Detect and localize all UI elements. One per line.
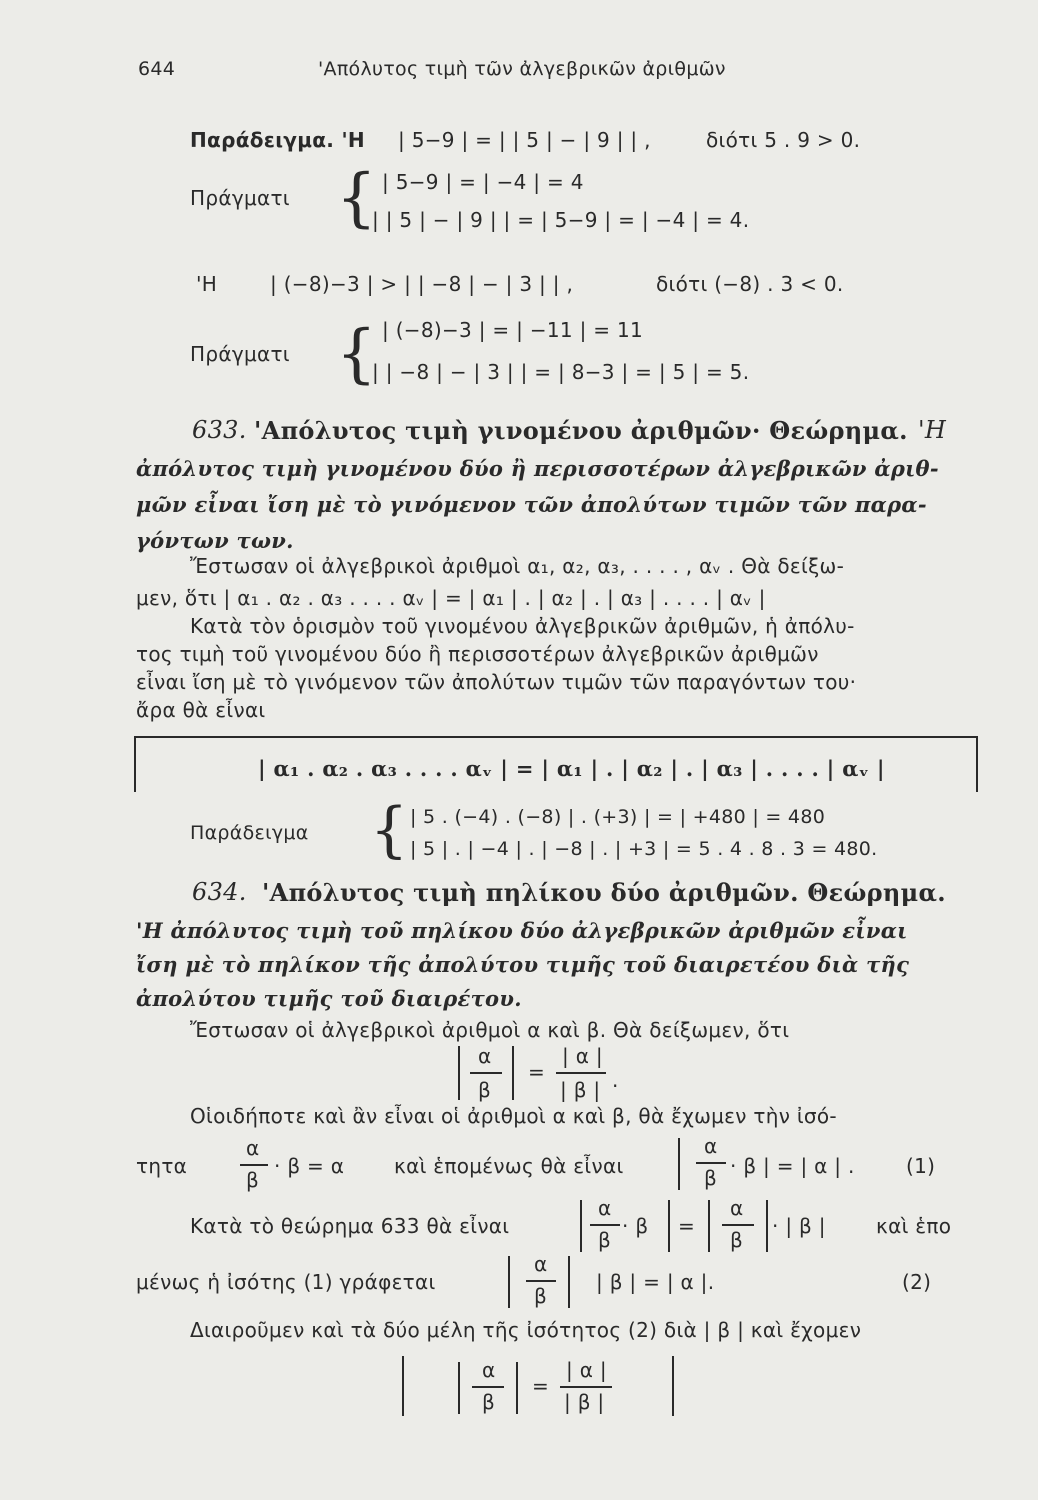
box-left-edge xyxy=(402,1356,404,1416)
paragraph-line: τος τιμὴ τοῦ γινομένου δύο ἢ περισσοτέρων ἀλγεβρικῶν ἀριθμῶν xyxy=(136,642,819,666)
paragraph-line: Διαιροῦμεν καὶ τὰ δύο μέλη τῆς ἰσότητος (2) διὰ | β | καὶ ἔχομεν xyxy=(190,1318,862,1342)
fraction-numerator: α xyxy=(534,1252,548,1276)
example-label: Παράδειγμα. 'Η xyxy=(190,128,365,152)
abs-bar xyxy=(516,1362,518,1414)
theorem-text: ἀπόλυτος τιμὴ γινομένου δύο ἢ περισσοτέρων ἀλγεβρικῶν ἀριθ- xyxy=(136,456,939,481)
theorem-text: γόντων των. xyxy=(136,528,294,553)
fraction-denominator: β xyxy=(730,1228,744,1252)
equals-sign: = xyxy=(678,1214,696,1238)
box-left-edge xyxy=(134,736,136,792)
paragraph-line: Ἔστωσαν οἱ ἀλγεβρικοὶ ἀριθμοὶ α καὶ β. Θὰ δείξωμεν, ὅτι xyxy=(190,1018,790,1042)
paragraph-line: Ἔστωσαν οἱ ἀλγεβρικοὶ ἀριθμοὶ α₁, α₂, α₃, . . . . , αᵥ . Θὰ δείξω- xyxy=(190,554,845,578)
abs-bar xyxy=(512,1046,514,1100)
fraction-bar xyxy=(470,1072,502,1074)
fraction-bar xyxy=(240,1164,268,1166)
abs-bar xyxy=(580,1200,582,1252)
equation-part: | β | = | α |. xyxy=(596,1270,715,1294)
fraction-denominator: β xyxy=(598,1228,612,1252)
equation-tag: (1) xyxy=(906,1154,936,1178)
theorem-text: μῶν εἶναι ἴση μὲ τὸ γινόμενον τῶν ἀπολύτων τιμῶν τῶν παρα- xyxy=(136,492,927,517)
example2-label: 'Η xyxy=(196,272,218,296)
fraction-numerator: α xyxy=(730,1196,744,1220)
fraction-denominator: β xyxy=(246,1168,260,1192)
fraction-bar xyxy=(590,1224,620,1226)
equation-part: · β xyxy=(622,1214,649,1238)
left-brace: { xyxy=(336,161,377,235)
abs-bar xyxy=(508,1256,510,1308)
fraction-denominator: β xyxy=(482,1390,496,1414)
fraction-bar xyxy=(722,1224,754,1226)
example1-line2: | | 5 | − | 9 | | = | 5−9 | = | −4 | = 4. xyxy=(372,208,750,232)
example2-line2: | | −8 | − | 3 | | = | 8−3 | = | 5 | = 5. xyxy=(372,360,750,384)
paragraph-line: μεν, ὅτι | α₁ . α₂ . α₃ . . . . αᵥ | = | α₁ | . | α₂ | . | α₃ | . . . . | αᵥ | xyxy=(136,586,766,610)
fraction-denominator: β xyxy=(534,1284,548,1308)
fraction-bar xyxy=(556,1072,606,1074)
fraction-denominator: β xyxy=(478,1078,492,1102)
abs-bar xyxy=(568,1256,570,1308)
fraction-numerator: α xyxy=(246,1136,260,1160)
example2-pragmati: Πράγματι xyxy=(190,342,290,366)
paragraph-line: ἄρα θὰ εἶναι xyxy=(136,698,266,722)
fraction-bar xyxy=(526,1280,556,1282)
fraction-numerator: | α | xyxy=(562,1044,603,1068)
section-number: 633. xyxy=(192,416,247,444)
fraction-bar xyxy=(560,1386,612,1388)
theorem-text: ἀπολύτου τιμῆς τοῦ διαιρέτου. xyxy=(136,986,522,1011)
example1-line1: | 5−9 | = | −4 | = 4 xyxy=(382,170,584,194)
paragraph-line: καὶ ἑπο xyxy=(876,1214,952,1238)
fraction-bar xyxy=(472,1386,504,1388)
running-title: 'Απόλυτος τιμὴ τῶν ἀλγεβρικῶν ἀριθμῶν xyxy=(318,58,726,80)
example1-pragmati: Πράγματι xyxy=(190,186,290,210)
box-right-edge xyxy=(672,1356,674,1416)
equation-tag: (2) xyxy=(902,1270,932,1294)
section-number: 634. xyxy=(192,878,247,906)
boxed-formula: | α₁ . α₂ . α₃ . . . . αᵥ | = | α₁ | . | α₂ | . | α₃ | . . . . | αᵥ | xyxy=(258,756,885,781)
fraction-denominator: | β | xyxy=(560,1078,601,1102)
fraction-numerator: α xyxy=(704,1134,718,1158)
equals-sign: = xyxy=(528,1060,546,1084)
example-label: Παράδειγμα xyxy=(190,822,309,844)
box-right-edge xyxy=(976,736,978,792)
example2-line1: | (−8)−3 | = | −11 | = 11 xyxy=(382,318,644,342)
example2-equation: | (−8)−3 | > | | −8 | − | 3 | | , xyxy=(270,272,574,296)
left-brace: { xyxy=(370,795,409,865)
abs-bar xyxy=(668,1200,670,1252)
paragraph-line: εἶναι ἴση μὲ τὸ γινόμενον τῶν ἀπολύτων τιμῶν τῶν παραγόντων του· xyxy=(136,670,857,694)
paragraph-line: τητα xyxy=(136,1154,188,1178)
page-number: 644 xyxy=(138,58,176,80)
example1-reason: διότι 5 . 9 > 0. xyxy=(706,128,861,152)
equation-part: · β = α xyxy=(274,1154,345,1178)
abs-bar xyxy=(458,1046,460,1100)
fraction-numerator: | α | xyxy=(566,1358,607,1382)
example-line: | 5 | . | −4 | . | −8 | . | +3 | = 5 . 4 . 8 . 3 = 480. xyxy=(410,838,878,860)
abs-bar xyxy=(766,1200,768,1252)
section-title: 'Απόλυτος τιμὴ πηλίκου δύο ἀριθμῶν. Θεώρημα. xyxy=(262,878,946,907)
theorem-text: 'Η ἀπόλυτος τιμὴ τοῦ πηλίκου δύο ἀλγεβρικῶν ἀριθμῶν εἶναι xyxy=(136,918,908,943)
paragraph-line: καὶ ἑπομένως θὰ εἶναι xyxy=(394,1154,624,1178)
equation-part: · β | = | α | . xyxy=(730,1154,855,1178)
section-title: 'Απόλυτος τιμὴ γινομένου ἀριθμῶν· Θεώρημα. xyxy=(254,416,908,445)
equals-sign: = xyxy=(532,1374,550,1398)
fraction-denominator: β xyxy=(704,1166,718,1190)
equation-part: · | β | xyxy=(772,1214,826,1238)
paragraph-line: μένως ἡ ἰσότης (1) γράφεται xyxy=(136,1270,436,1294)
abs-bar xyxy=(708,1200,710,1252)
example2-reason: διότι (−8) . 3 < 0. xyxy=(656,272,844,296)
left-brace: { xyxy=(336,317,377,391)
abs-bar xyxy=(678,1138,680,1190)
paragraph-line: Κατὰ τὸν ὁρισμὸν τοῦ γινομένου ἀλγεβρικῶν ἀριθμῶν, ἡ ἀπόλυ- xyxy=(190,614,855,638)
fraction-denominator: | β | xyxy=(564,1390,605,1414)
fraction-bar xyxy=(696,1162,726,1164)
example-line: | 5 . (−4) . (−8) | . (+3) | = | +480 | = 480 xyxy=(410,806,826,828)
period: . xyxy=(612,1068,619,1092)
example1-equation: | 5−9 | = | | 5 | − | 9 | | , xyxy=(398,128,651,152)
theorem-text: 'Η xyxy=(918,416,947,444)
paragraph-line: Οἱοιδήποτε καὶ ἂν εἶναι οἱ ἀριθμοὶ α καὶ β, θὰ ἔχωμεν τὴν ἰσό- xyxy=(190,1104,837,1128)
fraction-numerator: α xyxy=(482,1358,496,1382)
theorem-text: ἴση μὲ τὸ πηλίκον τῆς ἀπολύτου τιμῆς τοῦ διαιρετέου διὰ τῆς xyxy=(136,952,910,977)
fraction-numerator: α xyxy=(598,1196,612,1220)
fraction-numerator: α xyxy=(478,1044,492,1068)
paragraph-line: Κατὰ τὸ θεώρημα 633 θὰ εἶναι xyxy=(190,1214,510,1238)
abs-bar xyxy=(458,1362,460,1414)
